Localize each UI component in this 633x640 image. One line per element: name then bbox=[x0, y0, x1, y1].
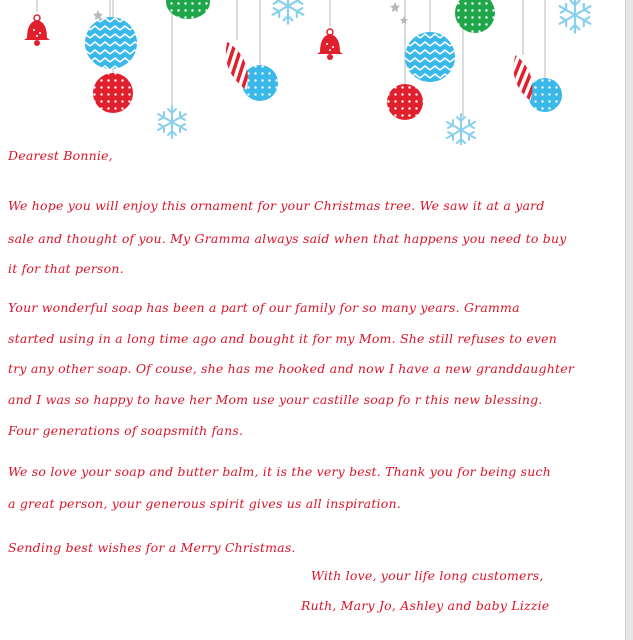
star-icon bbox=[400, 16, 408, 24]
dotted-ball-ornament-icon bbox=[387, 84, 423, 120]
paragraph-1-line-3: it for that person. bbox=[8, 261, 124, 276]
snowflake-icon bbox=[273, 0, 304, 24]
closing-line: With love, your life long customers, bbox=[311, 568, 544, 583]
dotted-ball-ornament-icon bbox=[528, 78, 562, 112]
signatories-line: Ruth, Mary Jo, Ashley and baby Lizzie bbox=[301, 598, 550, 613]
chevron-ball-ornament-icon bbox=[405, 32, 455, 82]
snowflake-icon bbox=[560, 0, 591, 33]
paragraph-1-line-1: We hope you will enjoy this ornament for your Christmas tree. We saw it at a yard bbox=[8, 198, 545, 213]
paragraph-3-line-2: a great person, your generous spirit gives us all inspiration. bbox=[8, 496, 401, 511]
right-scrollbar-edge bbox=[625, 0, 633, 640]
dotted-ball-ornament-icon bbox=[166, 0, 210, 19]
star-icon bbox=[93, 10, 103, 20]
paragraph-2-line-4: and I was so happy to have her Mom use your castille soap fo r this new blessing. bbox=[8, 392, 543, 407]
snowflake-icon bbox=[158, 106, 186, 138]
paragraph-2-line-1: Your wonderful soap has been a part of our family for so many years. Gramma bbox=[8, 300, 520, 315]
paragraph-3-line-1: We so love your soap and butter balm, it is the very best. Thank you for being such bbox=[8, 464, 551, 479]
paragraph-2-line-2: started using in a long time ago and bought it for my Mom. She still refuses to even bbox=[8, 331, 558, 346]
christmas-ornament-header bbox=[0, 0, 625, 145]
greeting: Dearest Bonnie, bbox=[8, 148, 113, 163]
dotted-ball-ornament-icon bbox=[93, 73, 133, 113]
snowflake-icon bbox=[447, 114, 475, 145]
wishes-line: Sending best wishes for a Merry Christmas. bbox=[8, 540, 296, 555]
bell-ornament-icon bbox=[24, 15, 50, 46]
paragraph-2-line-5: Four generations of soapsmith fans. bbox=[8, 423, 244, 438]
paragraph-1-line-2: sale and thought of you. My Gramma always said when that happens you need to buy bbox=[8, 231, 567, 246]
paragraph-2-line-3: try any other soap. Of couse, she has me hooked and now I have a new granddaughter bbox=[8, 361, 574, 376]
dotted-ball-ornament-icon bbox=[455, 0, 495, 33]
star-icon bbox=[390, 2, 400, 12]
chevron-ball-ornament-icon bbox=[85, 17, 137, 69]
bell-ornament-icon bbox=[317, 29, 343, 60]
